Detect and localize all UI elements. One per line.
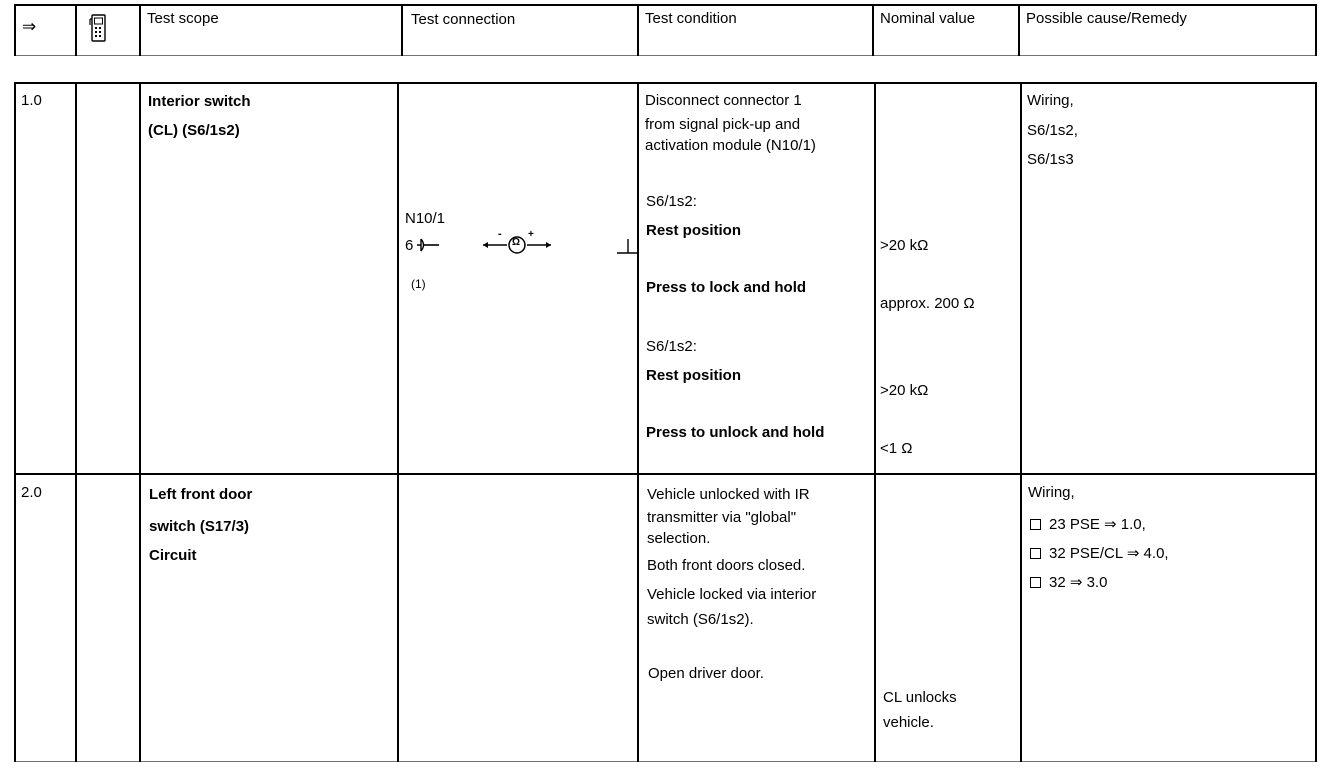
header-divider xyxy=(401,4,403,56)
nominal-value: approx. 200 Ω xyxy=(880,295,975,312)
header-divider xyxy=(14,4,16,56)
cause-reference-text: 32 ⇒ 3.0 xyxy=(1049,574,1108,591)
nominal-value: <1 Ω xyxy=(880,440,913,457)
connection-note: (1) xyxy=(411,277,426,291)
cause-line: Wiring, xyxy=(1028,484,1075,501)
cause-reference-text: 32 PSE/CL ⇒ 4.0, xyxy=(1049,545,1169,562)
condition-line: activation module (N10/1) xyxy=(645,137,816,154)
header-test-condition: Test condition xyxy=(645,10,737,27)
condition-line: Rest position xyxy=(646,222,742,239)
cause-reference xyxy=(1030,516,1146,533)
column-divider xyxy=(139,82,141,762)
column-divider xyxy=(397,82,399,762)
header-test-connection: Test connection xyxy=(411,11,516,28)
header-top-border xyxy=(14,4,1316,6)
test-scope-line: Interior switch xyxy=(148,93,251,110)
header-divider xyxy=(1018,4,1020,56)
body-top-border xyxy=(14,82,1316,84)
condition-line: Rest position xyxy=(646,367,742,384)
column-divider xyxy=(637,82,639,762)
test-scope-line: switch (S17/3) xyxy=(149,518,250,535)
connection-pin-number: 6 xyxy=(405,237,414,254)
cause-reference-text: 23 PSE ⇒ 1.0, xyxy=(1049,516,1146,533)
header-test-scope: Test scope xyxy=(147,10,219,27)
condition-line: Open driver door. xyxy=(648,665,764,682)
condition-line: Press to lock and hold xyxy=(646,279,807,296)
body-bottom-border xyxy=(14,761,1316,762)
nominal-value: CL unlocks xyxy=(883,689,957,706)
checkbox-icon xyxy=(1030,548,1041,559)
checkbox-icon xyxy=(1030,519,1041,530)
nominal-value: vehicle. xyxy=(883,714,934,731)
cause-reference xyxy=(1030,574,1107,591)
condition-line: Both front doors closed. xyxy=(647,557,806,574)
condition-line: Disconnect connector 1 xyxy=(645,92,802,109)
handheld-tester-icon xyxy=(88,13,110,43)
condition-line: from signal pick-up and xyxy=(645,116,801,133)
test-scope-line: Circuit xyxy=(149,547,197,564)
column-divider xyxy=(14,82,16,762)
header-possible-cause: Possible cause/Remedy xyxy=(1026,10,1187,27)
condition-line: selection. xyxy=(647,530,711,547)
condition-line: transmitter via "global" xyxy=(647,509,797,526)
ohmmeter-symbol xyxy=(417,229,647,259)
header-arrow: ⇒ xyxy=(22,17,37,36)
row-divider xyxy=(14,473,1316,475)
column-divider xyxy=(75,82,77,762)
column-divider xyxy=(1315,82,1317,762)
row-step-number: 2.0 xyxy=(21,484,42,501)
cause-reference xyxy=(1030,545,1169,562)
condition-line: Vehicle locked via interior xyxy=(647,586,817,603)
header-divider xyxy=(1315,4,1317,56)
header-divider xyxy=(75,4,77,56)
cause-line: S6/1s2, xyxy=(1027,122,1078,139)
connection-module-label: N10/1 xyxy=(405,210,446,227)
test-scope-line: (CL) (S6/1s2) xyxy=(148,122,240,139)
column-divider xyxy=(874,82,876,762)
condition-line: S6/1s2: xyxy=(646,193,697,210)
header-divider xyxy=(139,4,141,56)
cause-line: S6/1s3 xyxy=(1027,151,1074,168)
plus-terminal: + xyxy=(528,229,534,240)
column-divider xyxy=(1020,82,1022,762)
row-step-number: 1.0 xyxy=(21,92,42,109)
condition-line: Vehicle unlocked with IR xyxy=(647,486,810,503)
test-scope-line: Left front door xyxy=(149,486,253,503)
header-nominal-value: Nominal value xyxy=(880,10,976,27)
condition-line: switch (S6/1s2). xyxy=(647,611,754,628)
header-divider xyxy=(637,4,639,56)
header-bottom-border xyxy=(14,55,1316,56)
cause-line: Wiring, xyxy=(1027,92,1074,109)
header-divider xyxy=(872,4,874,56)
ohm-symbol: Ω xyxy=(512,237,521,248)
nominal-value: >20 kΩ xyxy=(880,382,929,399)
checkbox-icon xyxy=(1030,577,1041,588)
condition-line: Press to unlock and hold xyxy=(646,424,825,441)
nominal-value: >20 kΩ xyxy=(880,237,929,254)
minus-terminal: - xyxy=(498,228,502,240)
condition-line: S6/1s2: xyxy=(646,338,697,355)
